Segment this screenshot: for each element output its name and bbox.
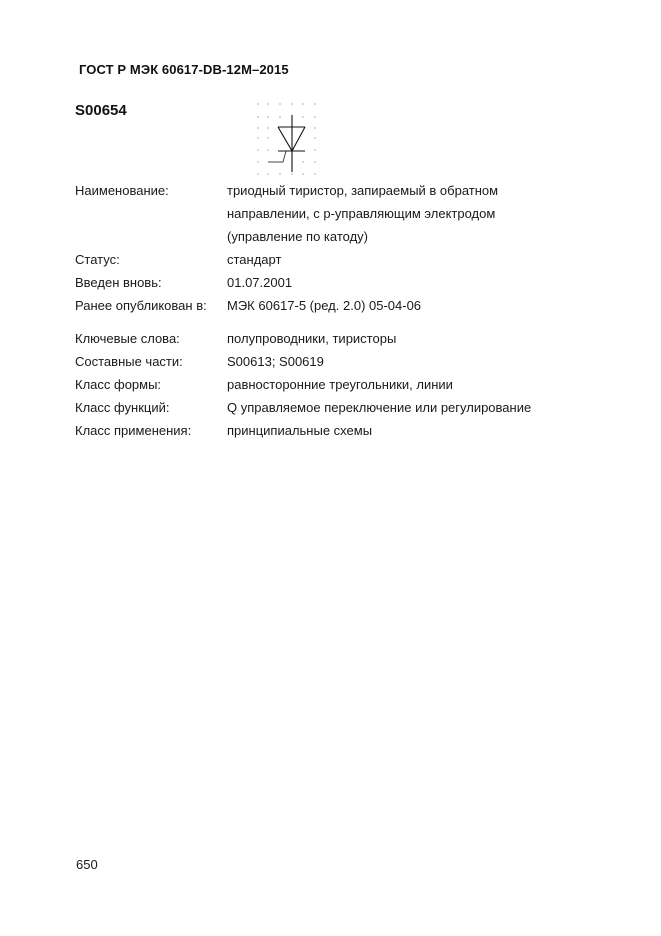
property-value (227, 179, 595, 248)
gate-line (268, 151, 286, 162)
symbol-properties (75, 179, 595, 442)
symbol-code: S00654 (75, 102, 127, 119)
standard-title: ГОСТ Р МЭК 60617-DB-12M–2015 (79, 62, 289, 77)
property-label: Класс применения: (75, 423, 192, 438)
property-value: равносторонние треугольники, линии (227, 377, 453, 392)
thyristor-symbol-icon (250, 100, 325, 180)
property-row-function-class (75, 396, 595, 419)
value-line: триодный тиристор, запираемый в обратном (227, 183, 499, 198)
property-label: Статус: (75, 252, 120, 267)
property-row-name (75, 179, 595, 248)
property-row-previously-published (75, 294, 595, 317)
property-value: принципиальные схемы (227, 423, 373, 438)
property-row-status (75, 248, 595, 271)
property-value: S00613; S00619 (227, 354, 324, 369)
property-value: МЭК 60617-5 (ред. 2.0) 05-04-06 (227, 298, 422, 313)
property-label: Класс формы: (75, 377, 162, 392)
property-value: стандарт (227, 252, 282, 267)
property-value: полупроводники, тиристоры (227, 331, 397, 346)
property-row-keywords (75, 327, 595, 350)
property-row-application-class (75, 419, 595, 442)
section-gap (75, 317, 595, 327)
property-label: Составные части: (75, 354, 183, 369)
property-label: Введен вновь: (75, 275, 162, 290)
page-number: 650 (76, 857, 98, 872)
property-row-shape-class (75, 373, 595, 396)
property-label: Наименование: (75, 183, 169, 198)
property-label: Ранее опубликован в: (75, 298, 207, 313)
value-line: (управление по катоду) (227, 229, 369, 244)
property-row-introduced (75, 271, 595, 294)
property-value: 01.07.2001 (227, 275, 293, 290)
property-label: Класс функций: (75, 400, 170, 415)
grid-dots (257, 103, 315, 174)
thyristor-lines (278, 115, 305, 172)
property-label: Ключевые слова: (75, 331, 180, 346)
property-row-components (75, 350, 595, 373)
value-line: направлении, с р-управляющим электродом (227, 206, 496, 221)
property-value: Q управляемое переключение или регулирование (227, 400, 532, 415)
